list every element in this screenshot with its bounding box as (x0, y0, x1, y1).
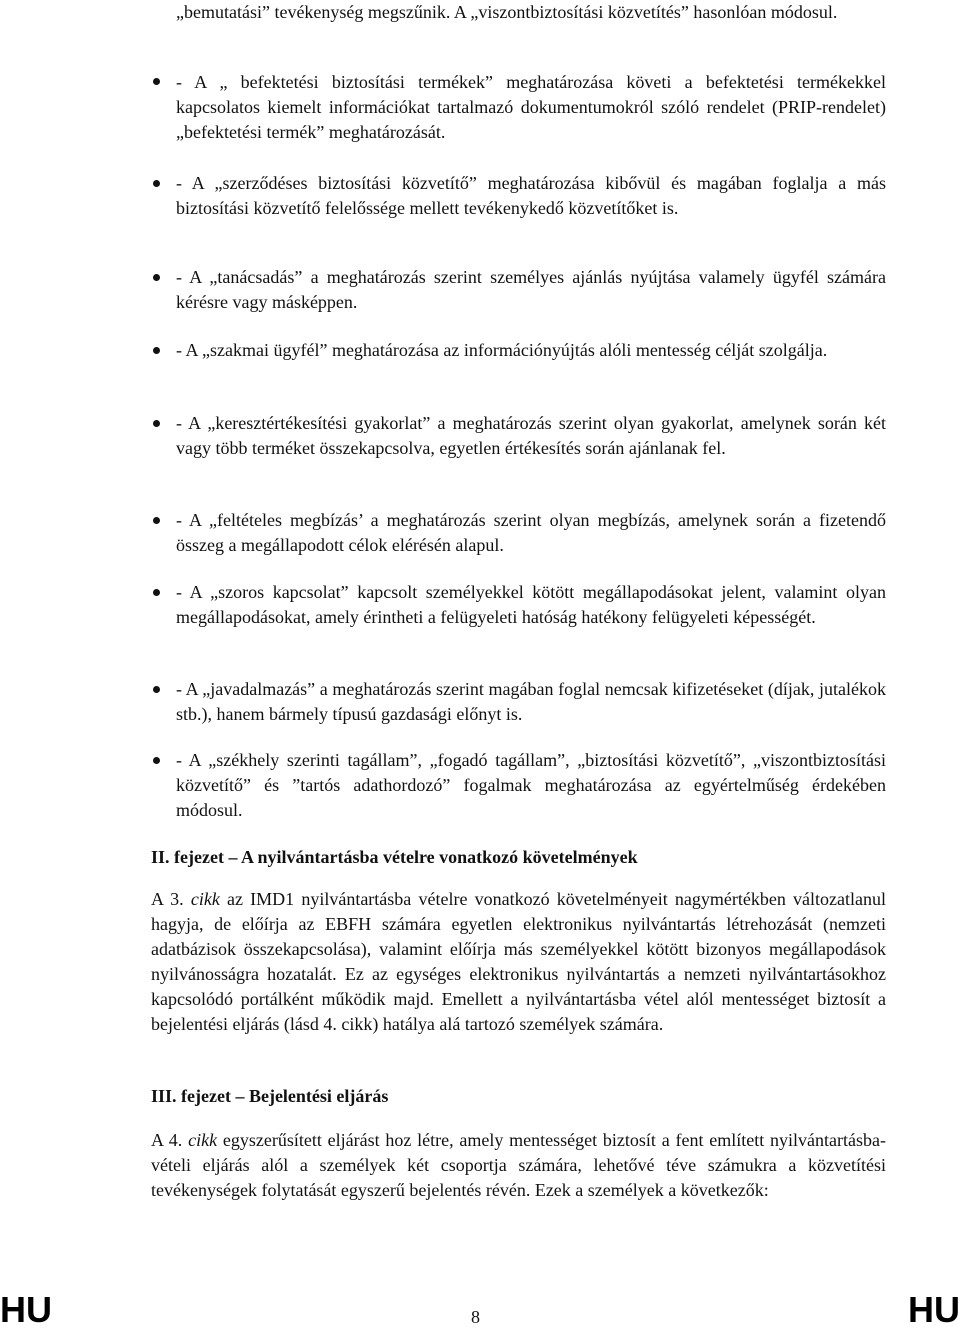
bullet-item: - A „ befektetési biztosítási termékek” meghatározása követi a befektetési termékekkel kapcsolatos kiemelt információkat tartalmazó dokumentumokról szóló rendelet (PRIP-rendelet) „befektetési termék” meghatározását. (176, 72, 886, 142)
bullet-icon (153, 757, 160, 764)
bullet-item: - A „szerződéses biztosítási közvetítő” meghatározása kibővül és magában foglalja a más biztosítási közvetítő felelőssége mellett tevékenykedő közvetítőket is. (176, 173, 886, 218)
bullet-item: - A „szoros kapcsolat” kapcsolt személyekkel kötött megállapodásokat jelent, valamint olyan megállapodásokat, amely érintheti a felügyeleti hatóság hatékony felügyeleti képességét. (176, 582, 886, 627)
bullet-item: - A „keresztértékesítési gyakorlat” a meghatározás szerint olyan gyakorlat, amelynek során két vagy több terméket összekapcsolva, egyetlen értékesítés során ajánlanak fel. (176, 413, 886, 458)
continuation-paragraph: „bemutatási” tevékenység megszűnik. A „viszontbiztosítási közvetítés” hasonlóan módosul. (176, 2, 838, 22)
bullet-item: - A „székhely szerinti tagállam”, „fogadó tagállam”, „biztosítási közvetítő”, „viszontbiztosítási közvetítő” és ”tartós adathordozó” fogalmak meghatározása az egyértelműség érdekében módosul. (176, 750, 886, 820)
page-number: 8 (471, 1307, 480, 1327)
bullet-icon (153, 347, 160, 354)
footer-language-right: HU (908, 1289, 960, 1330)
footer-language-left: HU (0, 1289, 52, 1330)
section-paragraph (151, 1128, 886, 1203)
bullet-icon (153, 686, 160, 693)
paragraph-prefix: A 3. (151, 889, 191, 909)
section-heading: II. fejezet – A nyilvántartásba vételre vonatkozó követelmények (151, 847, 638, 867)
bullet-icon (153, 78, 160, 85)
bullet-icon (153, 589, 160, 596)
paragraph-italic: cikk (188, 1130, 218, 1150)
paragraph-prefix: A 4. (151, 1130, 189, 1150)
bullet-icon (153, 420, 160, 427)
bullet-item: - A „javadalmazás” a meghatározás szerint magában foglal nemcsak kifizetéseket (díjak, jutalékok stb.), hanem bármely típusú gazdasági előnyt is. (176, 679, 886, 724)
paragraph-text: egyszerűsített eljárást hoz létre, amely mentességet biztosít a fent említett nyilvántartásba-vételi eljárás alól a személyek két csoportja számára, lehetővé téve számukra a közvetítési tevékenységek folytatását egyszerű bejelentés révén. Ezek a személyek a következők: (151, 1130, 886, 1200)
section-paragraph (151, 887, 886, 1037)
bullet-icon (153, 517, 160, 524)
bullet-item: - A „feltételes megbízás’ a meghatározás szerint olyan megbízás, amelynek során a fizetendő összeg a megállapodott célok elérésén alapul. (176, 510, 886, 555)
paragraph-text: az IMD1 nyilvántartásba vételre vonatkozó követelményeit nagymértékben változatlanul hagyja, de előírja az EBFH számára egyetlen elektronikus nyilvántartás létrehozását (nemzeti adatbázisok összekapcsolása), valamint előírja más személyekkel kötött bizonyos megállapodások nyilvánosságra hozatalát. Ez az egységes elektronikus nyilvántartás a nemzeti nyilvántartásokhoz kapcsolódó portálként működik majd. Emellett a nyilvántartásba vétel alól mentességet biztosít a bejelentési eljárás (lásd 4. cikk) hatálya alá tartozó személyek számára. (151, 889, 886, 1034)
paragraph-italic: cikk (190, 889, 220, 909)
bullet-icon (153, 180, 160, 187)
bullet-icon (153, 274, 160, 281)
section-heading: III. fejezet – Bejelentési eljárás (151, 1086, 389, 1106)
bullet-item: - A „szakmai ügyfél” meghatározása az információnyújtás alóli mentesség célját szolgálja. (176, 340, 828, 360)
bullet-item: - A „tanácsadás” a meghatározás szerint személyes ajánlás nyújtása valamely ügyfél számára kérésre vagy másképpen. (176, 267, 886, 312)
